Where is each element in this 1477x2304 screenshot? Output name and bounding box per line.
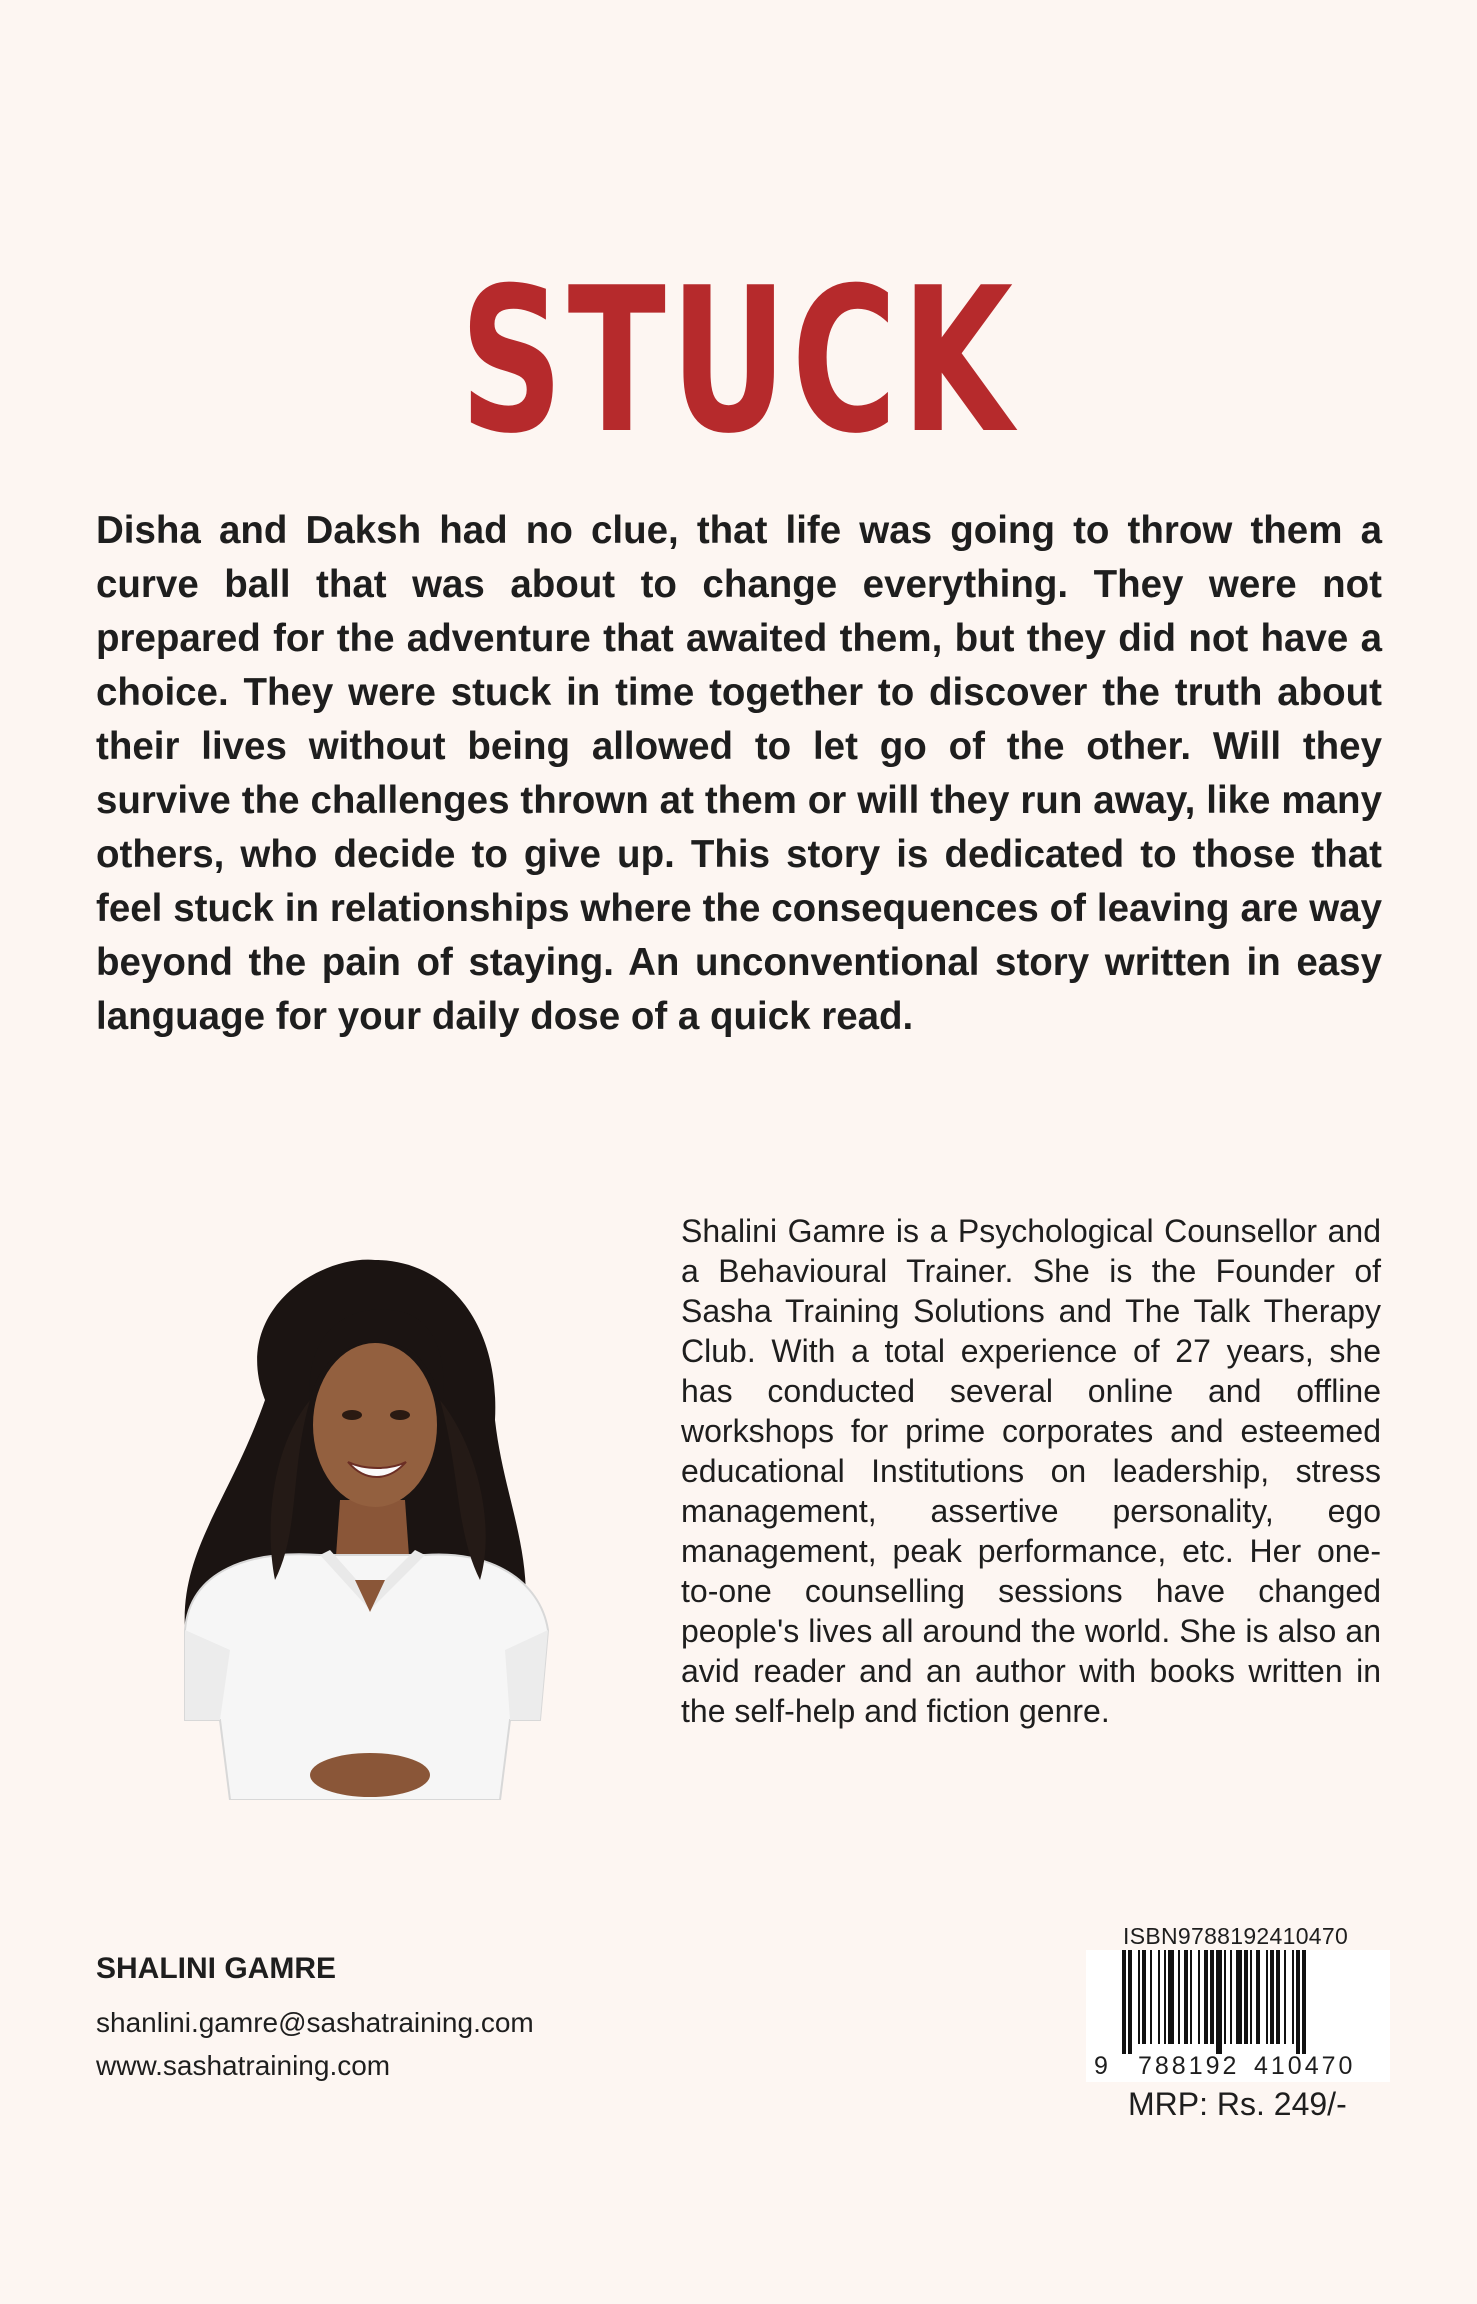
barcode-digits-left: 788192 [1138, 2052, 1240, 2080]
barcode-bar [1210, 1950, 1214, 2044]
book-blurb: Disha and Daksh had no clue, that life was going to throw them a curve ball that was about to change everything. They were not prepared for the adventure that awaited them, but they did not have a choice. They were stuck in time together to discover the truth about their lives without being allowed to let go of the other. Will they survive the challenges thrown at them or will they run away, like many others, who decide to give up. This story is dedicated to those that feel stuck in relationships where the consequences of leaving are way beyond the pain of staying. An unconventional story written in easy language for your daily dose of a quick read. [96, 509, 1382, 1038]
barcode-digit-first: 9 [1094, 2052, 1108, 2080]
author-photo [170, 1250, 560, 1800]
barcode-bar [1216, 1950, 1222, 2054]
barcode-box [1086, 1950, 1390, 2082]
barcode-bar [1250, 1950, 1252, 2044]
barcode-bar [1150, 1950, 1152, 2044]
author-email: shanlini.gamre@sashatraining.com [96, 2007, 534, 2038]
barcode-bar [1284, 1950, 1286, 2044]
barcode-bar [1190, 1950, 1192, 2044]
barcode-bar [1122, 1950, 1126, 2054]
barcode-bar [1128, 1950, 1132, 2054]
barcode-bar [1236, 1950, 1242, 2044]
barcode-bar [1276, 1950, 1280, 2044]
book-title: STUCK [459, 245, 1018, 478]
barcode-bar [1158, 1950, 1160, 2044]
barcode-bar [1184, 1950, 1188, 2044]
barcode-bar [1168, 1950, 1174, 2044]
isbn-label: ISBN9788192410470 [1123, 1923, 1349, 1949]
barcode-bar [1244, 1950, 1248, 2044]
barcode-bar [1292, 1950, 1294, 2044]
barcode-bar [1224, 1950, 1226, 2044]
barcode-bar [1256, 1950, 1260, 2044]
barcode-bar [1198, 1950, 1200, 2044]
barcode-bar [1230, 1950, 1232, 2044]
barcode-bar [1204, 1950, 1208, 2044]
author-bio: Shalini Gamre is a Psychological Counsellor and a Behavioural Trainer. She is the Founder of Sasha Training Solutions and The Talk Therapy Club. With a total experience of 27 years, she has conducted several online and offline workshops for prime corporates and esteemed educational Institutions on leadership, stress management, assertive personality, ego management, peak performance, etc. Her one-to-one counselling sessions have changed people's lives all around the world. She is also an avid reader and an author with books written in the self-help and fiction genre. [681, 1213, 1381, 1729]
author-website: www.sashatraining.com [96, 2050, 391, 2081]
author-name: SHALINI GAMRE [96, 1952, 336, 1985]
barcode-bar [1142, 1950, 1146, 2044]
barcode-bar [1178, 1950, 1180, 2044]
barcode-bar [1138, 1950, 1140, 2044]
barcode-bar [1164, 1950, 1166, 2044]
barcode-digits [1086, 2050, 1390, 2082]
barcode-bar [1302, 1950, 1306, 2054]
price: MRP: Rs. 249/- [1128, 2086, 1347, 2122]
barcode-bar [1270, 1950, 1274, 2044]
barcode-bar [1266, 1950, 1268, 2044]
barcode-digits-right: 410470 [1254, 2052, 1356, 2080]
barcode-bar [1296, 1950, 1300, 2054]
barcode [1122, 1950, 1372, 2054]
